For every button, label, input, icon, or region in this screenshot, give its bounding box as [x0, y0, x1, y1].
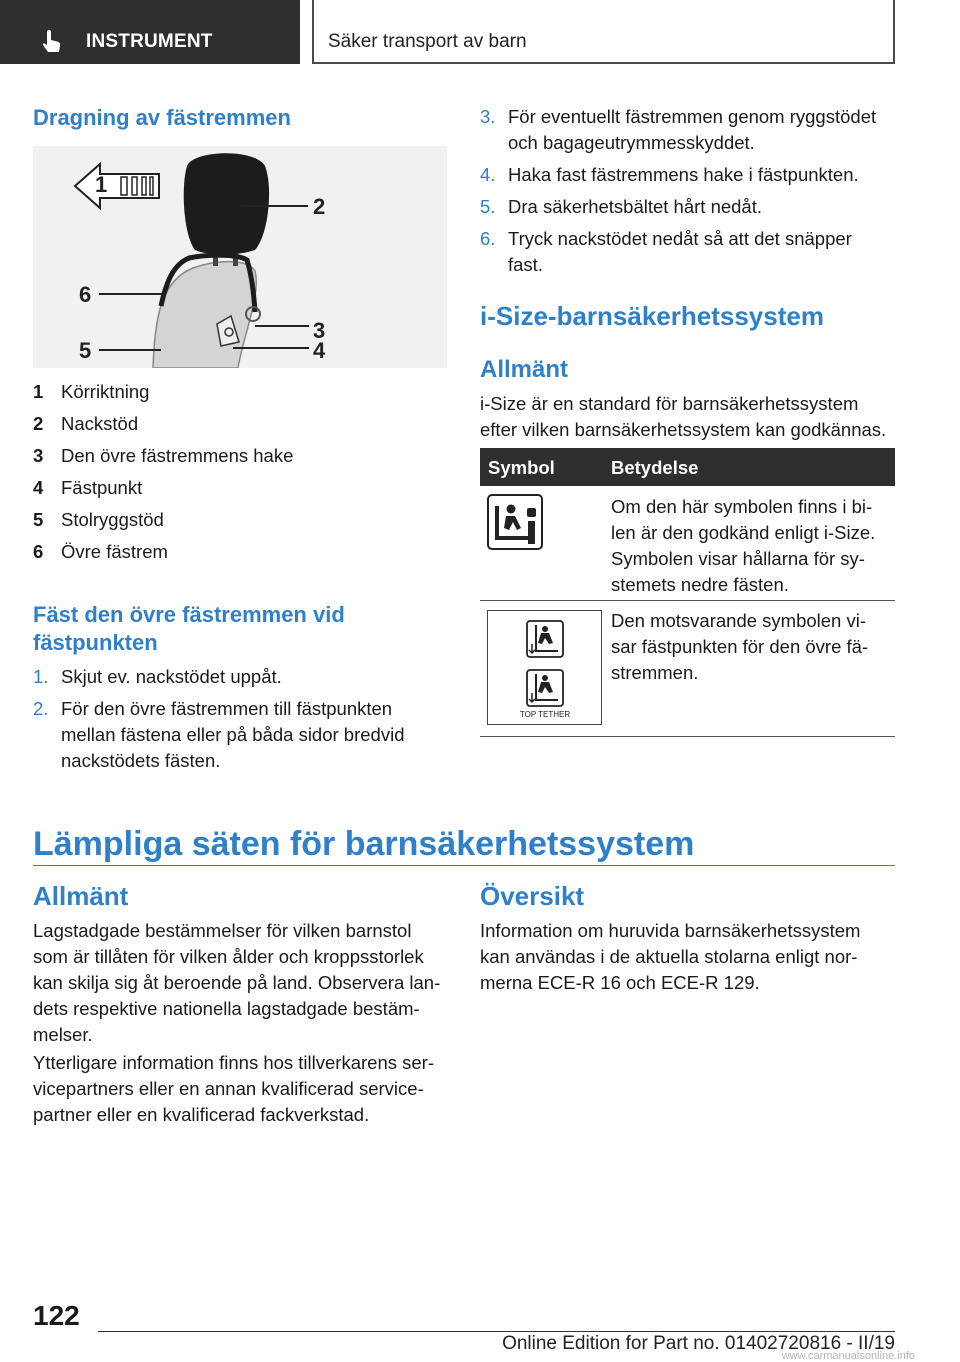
step-item: 5. Dra säkerhetsbältet hårt nedåt. [480, 196, 763, 217]
legend-item: 6 Övre fästrem [33, 541, 168, 562]
page-header-title: Säker transport av barn [328, 31, 527, 52]
tether-symbol-graphic [488, 611, 601, 724]
section-heading-isize: i-Size-barnsäkerhetssystem [480, 301, 824, 331]
legend-item: 4 Fästpunkt [33, 477, 143, 498]
step-item: 6. Tryck nackstödet nedåt så att det snäpper fast. [480, 228, 852, 275]
callout-4: 4 [313, 338, 326, 363]
step-item: 1. Skjut ev. nackstödet uppåt. [33, 666, 282, 687]
footer-rule [98, 1331, 895, 1332]
table-row-meaning: Den motsvarande symbolen vi- sar fästpunkten för den övre fä- stremmen. [611, 610, 869, 683]
table-row-divider [480, 600, 895, 601]
isize-description: i-Size är en standard för barnsäkerhetssystem efter vilken barnsäkerhetssystem kan godkännas. [480, 393, 887, 440]
regulations-paragraph: Lagstadgade bestämmelser för vilken barnstol som är tillåten för vilken ålder och kroppsstorlek kan skilja sig åt beroende på land. Observera lan- dets respektive nationella lagstadgade bestäm- melser. [33, 920, 441, 1045]
section-label: INSTRUMENT [86, 31, 213, 52]
section-heading-fast: Fäst den övre fästremmen vid fästpunkten [33, 602, 345, 655]
step-item: 2. För den övre fästremmen till fästpunkten mellan fästena eller på båda sidor bredvid nackstödets fästen. [33, 698, 405, 771]
top-tether-caption: TOP TETHER [519, 710, 571, 719]
chapter-title-rule [33, 865, 895, 866]
service-paragraph: Ytterligare information finns hos tillverkarens ser- vicepartners eller en annan kvalificerad service- partner eller en kvalificerad fackverkstad. [33, 1052, 434, 1125]
callout-1: 1 [95, 172, 108, 197]
headrest-strap-illustration [33, 146, 447, 368]
legend-item: 5 Stolryggstöd [33, 509, 164, 530]
callout-5: 5 [79, 338, 92, 363]
table-header-meaning: Betydelse [611, 457, 699, 478]
callout-6: 6 [79, 282, 92, 307]
subheading-oversikt: Översikt [480, 881, 585, 911]
overview-paragraph: Information om huruvida barnsäkerhetssystem kan användas i de aktuella stolarna enligt nor- merna ECE-R 16 och ECE-R 129. [480, 920, 861, 993]
touch-hand-icon [40, 28, 64, 54]
i-size-seat-icon [487, 494, 543, 550]
table-bottom-divider [480, 736, 895, 737]
subheading-allmant: Allmänt [480, 356, 569, 383]
legend-item: 2 Nackstöd [33, 413, 139, 434]
step-item: 4. Haka fast fästremmens hake i fästpunkten. [480, 164, 859, 185]
table-header-symbol: Symbol [488, 457, 555, 478]
watermark: www.carmanualsonline.info [781, 1350, 915, 1362]
section-heading-dragning: Dragning av fästremmen [33, 105, 291, 130]
step-item: 3. För eventuellt fästremmen genom ryggstödet och bagageutrymmesskyddet. [480, 106, 877, 153]
callout-3: 3 [313, 318, 326, 343]
page-number: 122 [33, 1300, 80, 1331]
headrest [184, 153, 269, 254]
table-row-meaning: Om den här symbolen finns i bi- len är den godkänd enligt i-Size. Symbolen visar hållarna för sy- stemets nedre fästen. [611, 496, 876, 595]
legend-item: 3 Den övre fästremmens hake [33, 445, 294, 466]
chapter-title: Lämpliga säten för barnsäkerhetssystem [33, 825, 695, 863]
callout-2: 2 [313, 194, 326, 219]
headrest-diagram [33, 146, 447, 368]
top-tether-anchor-icon [487, 610, 602, 725]
footer-edition: Online Edition for Part no. 01402720816 - II/19 [502, 1333, 895, 1354]
legend-item: 1 Körriktning [33, 381, 150, 402]
subheading-allmant-bottom: Allmänt [33, 881, 129, 911]
